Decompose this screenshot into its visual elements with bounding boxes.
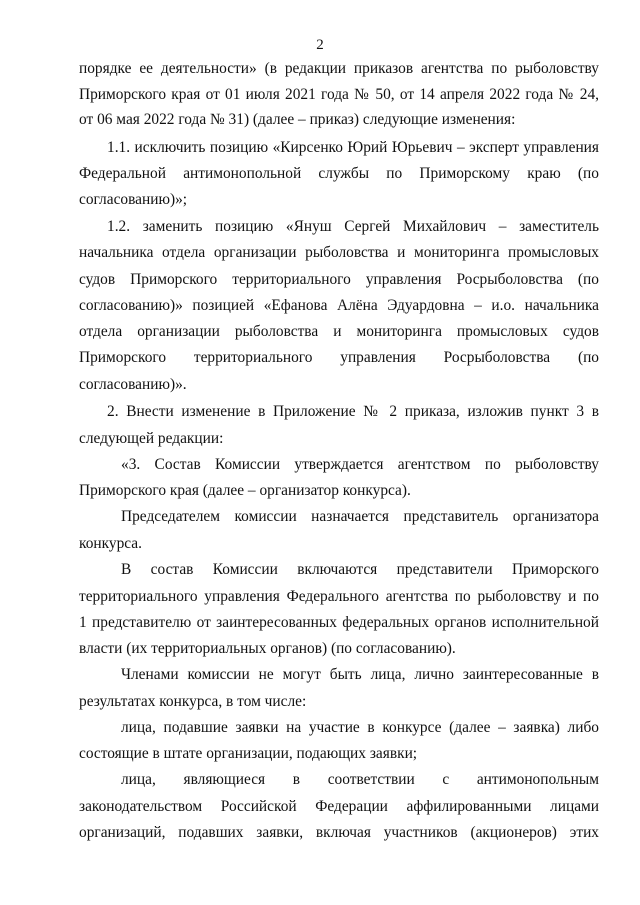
text-line: территориального управления Федерального агентства по рыболовству и по: [79, 588, 599, 605]
text-line: Федеральной антимонопольной службы по Приморскому краю (по: [79, 165, 599, 182]
text-line: законодательством Российской Федерации аффилированными лицами: [79, 798, 599, 815]
text-line: власти (их территориальных органов) (по согласованию).: [79, 640, 456, 657]
text-line: начальника отдела организации рыболовства и мониторинга промысловых: [79, 244, 599, 261]
text-line: согласованию)».: [79, 376, 187, 393]
text-line: согласованию)»;: [79, 191, 188, 208]
text-line: В состав Комиссии включаются представители Приморского: [121, 561, 599, 578]
text-line: состоящие в штате организации, подающих заявки;: [79, 745, 418, 762]
text-line: организаций, подавших заявки, включая участников (акционеров) этих: [79, 824, 599, 841]
page-number: 2: [316, 37, 324, 53]
text-line: 1 представителю от заинтересованных федеральных органов исполнительной: [79, 614, 599, 631]
text-line: 1.2. заменить позицию «Януш Сергей Михайлович – заместитель: [107, 218, 599, 235]
text-line: согласованию)» позицией «Ефанова Алёна Эдуардовна – и.о. начальника: [79, 297, 599, 314]
text-line: порядке ее деятельности» (в редакции приказов агентства по рыболовству: [79, 60, 599, 77]
text-line: Председателем комиссии назначается представитель организатора: [121, 508, 599, 525]
text-line: Приморского края от 01 июля 2021 года № 50, от 14 апреля 2022 года № 24,: [79, 86, 599, 103]
text-line: от 06 мая 2022 года № 31) (далее – приказ) следующие изменения:: [79, 111, 516, 128]
text-line: результатах конкурса, в том числе:: [79, 693, 307, 710]
text-line: лица, подавшие заявки на участие в конкурсе (далее – заявка) либо: [121, 719, 599, 736]
text-line: Приморского территориального управления Росрыболовства (по: [79, 349, 599, 366]
text-line: Приморского края (далее – организатор конкурса).: [79, 482, 411, 499]
text-line: конкурса.: [79, 535, 142, 552]
text-line: Членами комиссии не могут быть лица, лично заинтересованные в: [121, 666, 599, 683]
text-line: 1.1. исключить позицию «Кирсенко Юрий Юрьевич – эксперт управления: [107, 139, 599, 156]
text-line: лица, являющиеся в соответствии с антимонопольным: [121, 771, 599, 788]
text-line: 2. Внести изменение в Приложение № 2 приказа, изложив пункт 3 в: [107, 403, 599, 420]
text-line: «3. Состав Комиссии утверждается агентством по рыболовству: [121, 456, 599, 473]
text-line: отдела организации рыболовства и мониторинга промысловых судов: [79, 323, 599, 340]
text-line: следующей редакции:: [79, 430, 224, 447]
text-line: судов Приморского территориального управления Росрыболовства (по: [79, 271, 599, 288]
